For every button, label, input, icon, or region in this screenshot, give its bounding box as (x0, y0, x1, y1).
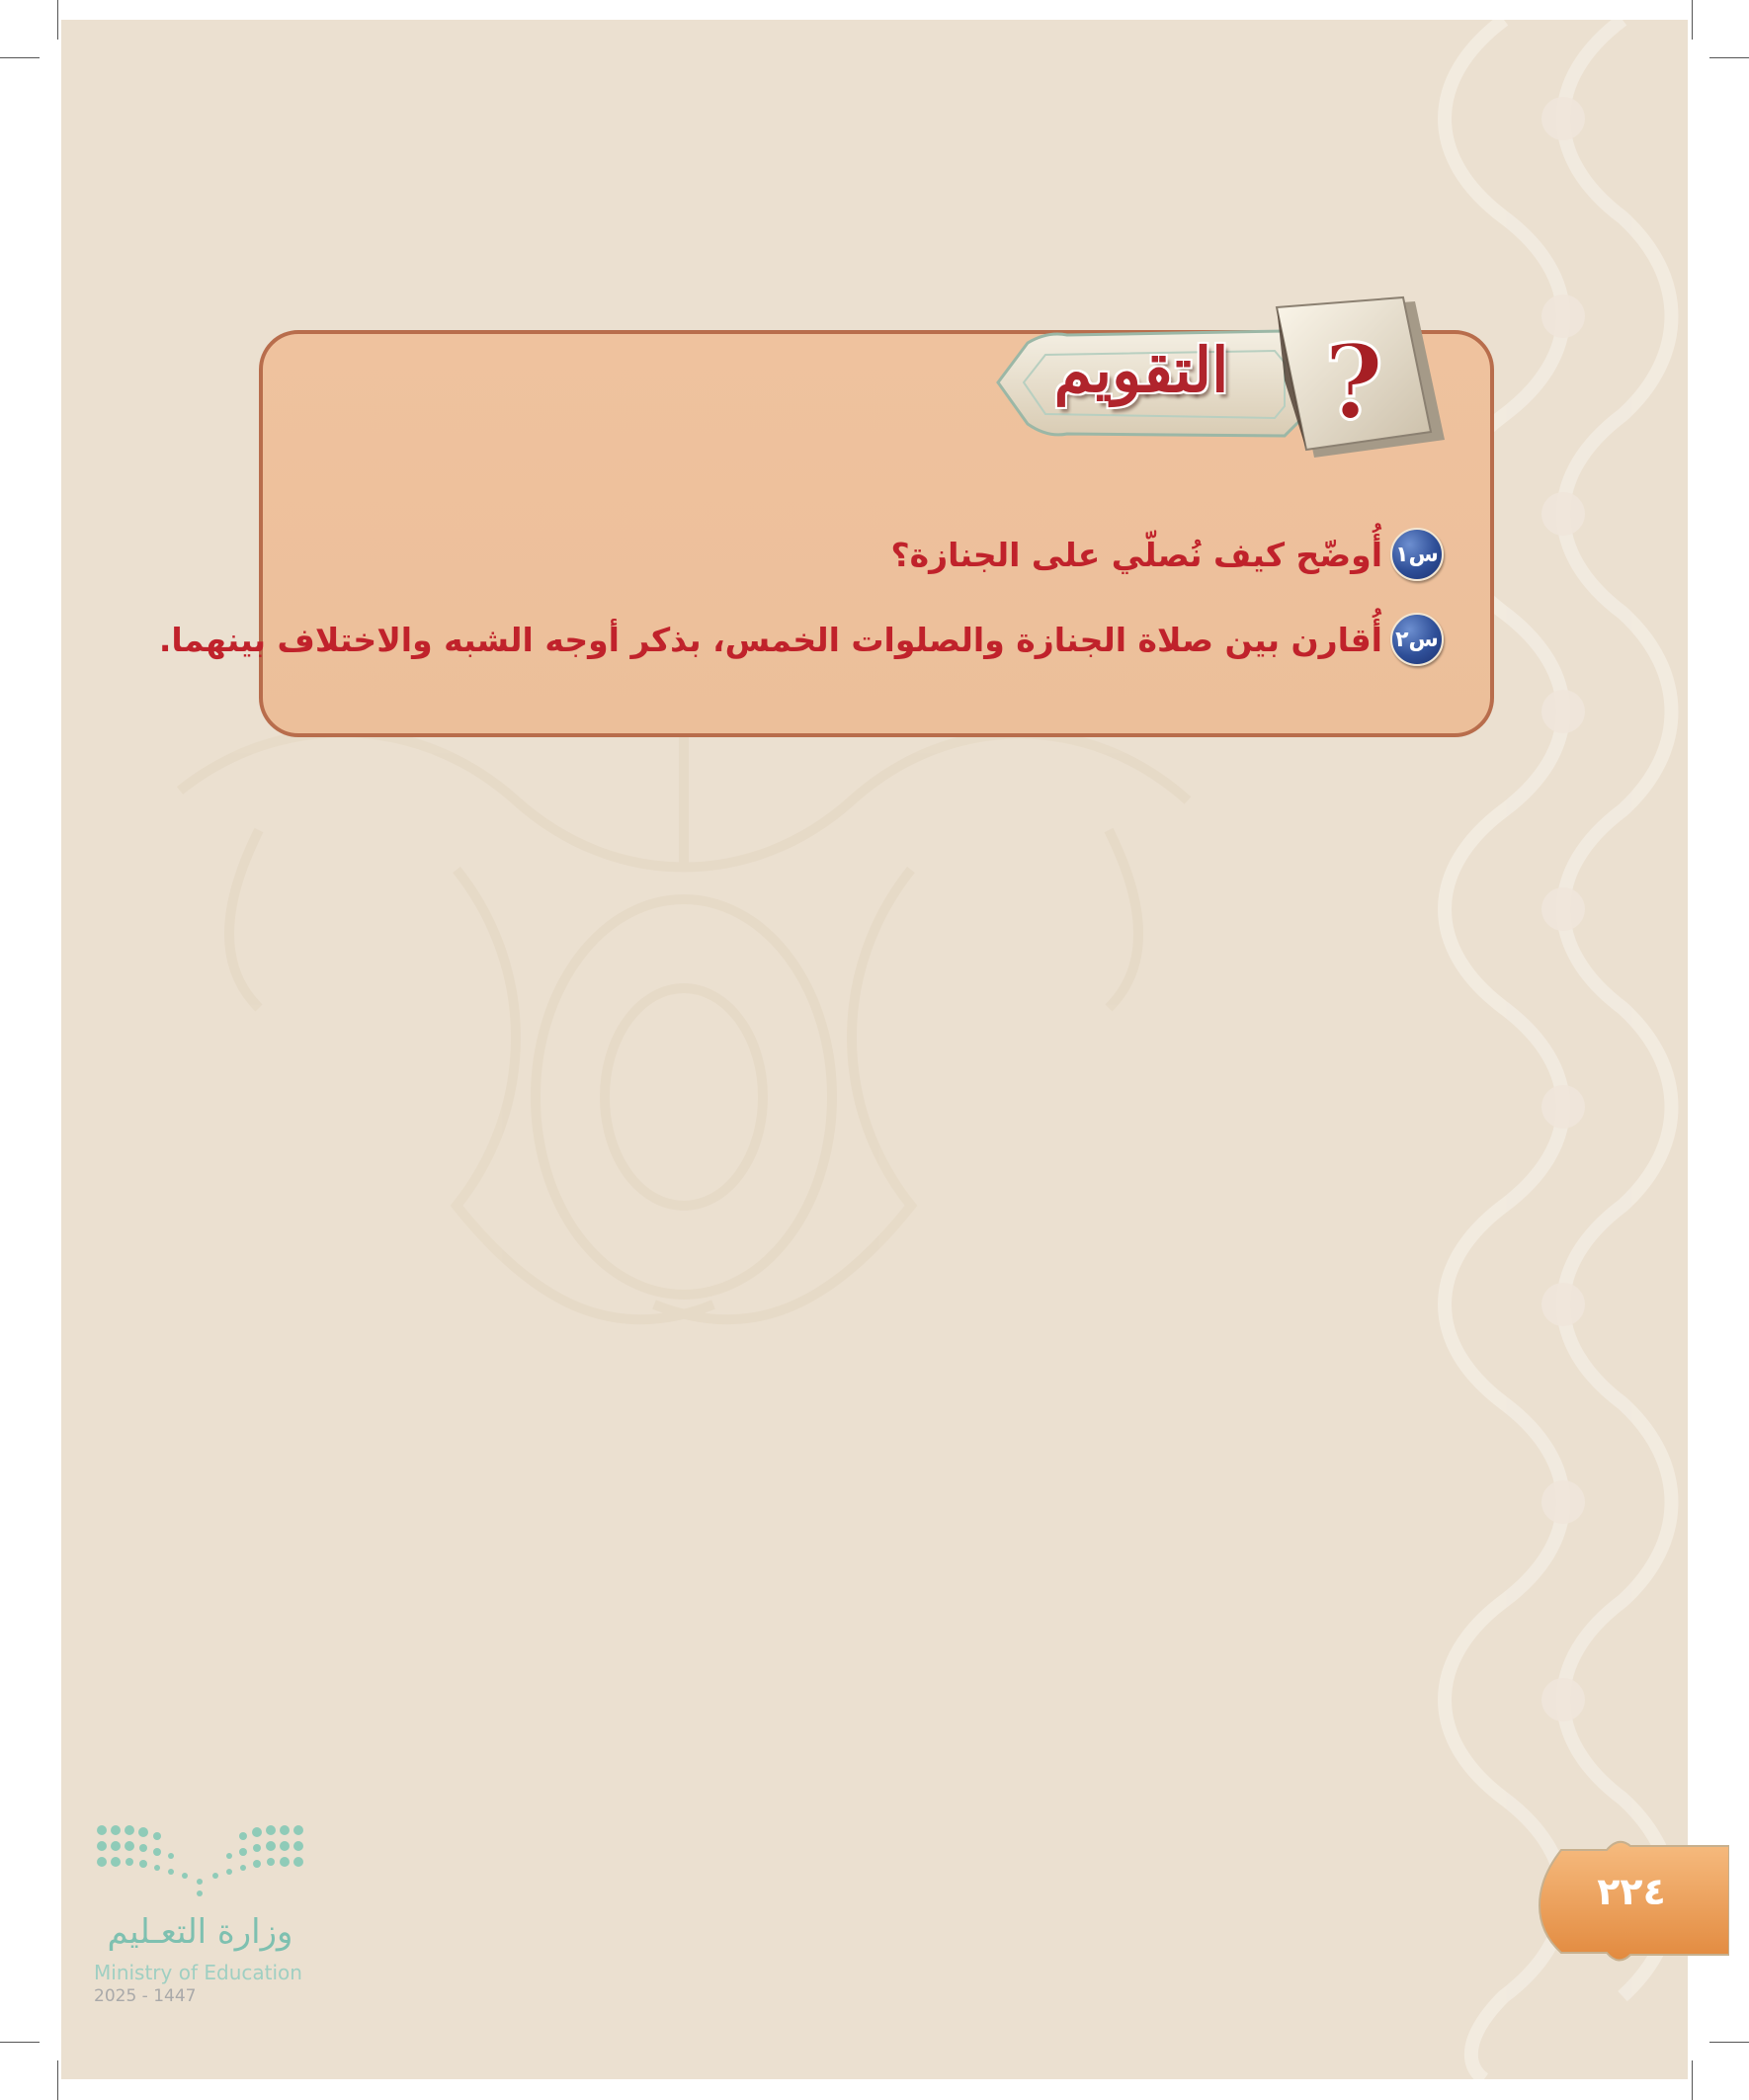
crop-mark (1709, 2042, 1749, 2043)
question-number-badge: س٢ (1390, 613, 1444, 666)
ministry-logo-icon (94, 1818, 306, 1907)
question-mark-icon: ? (1323, 321, 1384, 443)
crop-mark (57, 0, 58, 40)
section-title: التقويم (1053, 334, 1229, 406)
crop-mark (1709, 57, 1749, 58)
ministry-name-arabic: وزارة التعـليم (107, 1912, 293, 1952)
crop-mark (0, 2042, 40, 2043)
crop-mark (57, 2060, 58, 2100)
question-number-badge: س١ (1390, 528, 1444, 581)
ministry-year: 2025 - 1447 (94, 1986, 197, 2006)
crop-mark (1692, 0, 1693, 40)
question-text: أُقارن بين صلاة الجنازة والصلوات الخمس، بذكر أوجه الشبه والاختلاف بينهما. (158, 620, 1382, 659)
page-number: ٢٢٤ (1597, 1870, 1666, 1913)
question-row (890, 528, 1444, 581)
question-row (159, 613, 1444, 666)
crop-mark (1692, 2060, 1693, 2100)
question-text: أُوضّح كيف نُصلّي على الجنازة؟ (890, 535, 1382, 574)
crop-mark (0, 57, 40, 58)
ministry-name-english: Ministry of Education (94, 1961, 302, 1984)
